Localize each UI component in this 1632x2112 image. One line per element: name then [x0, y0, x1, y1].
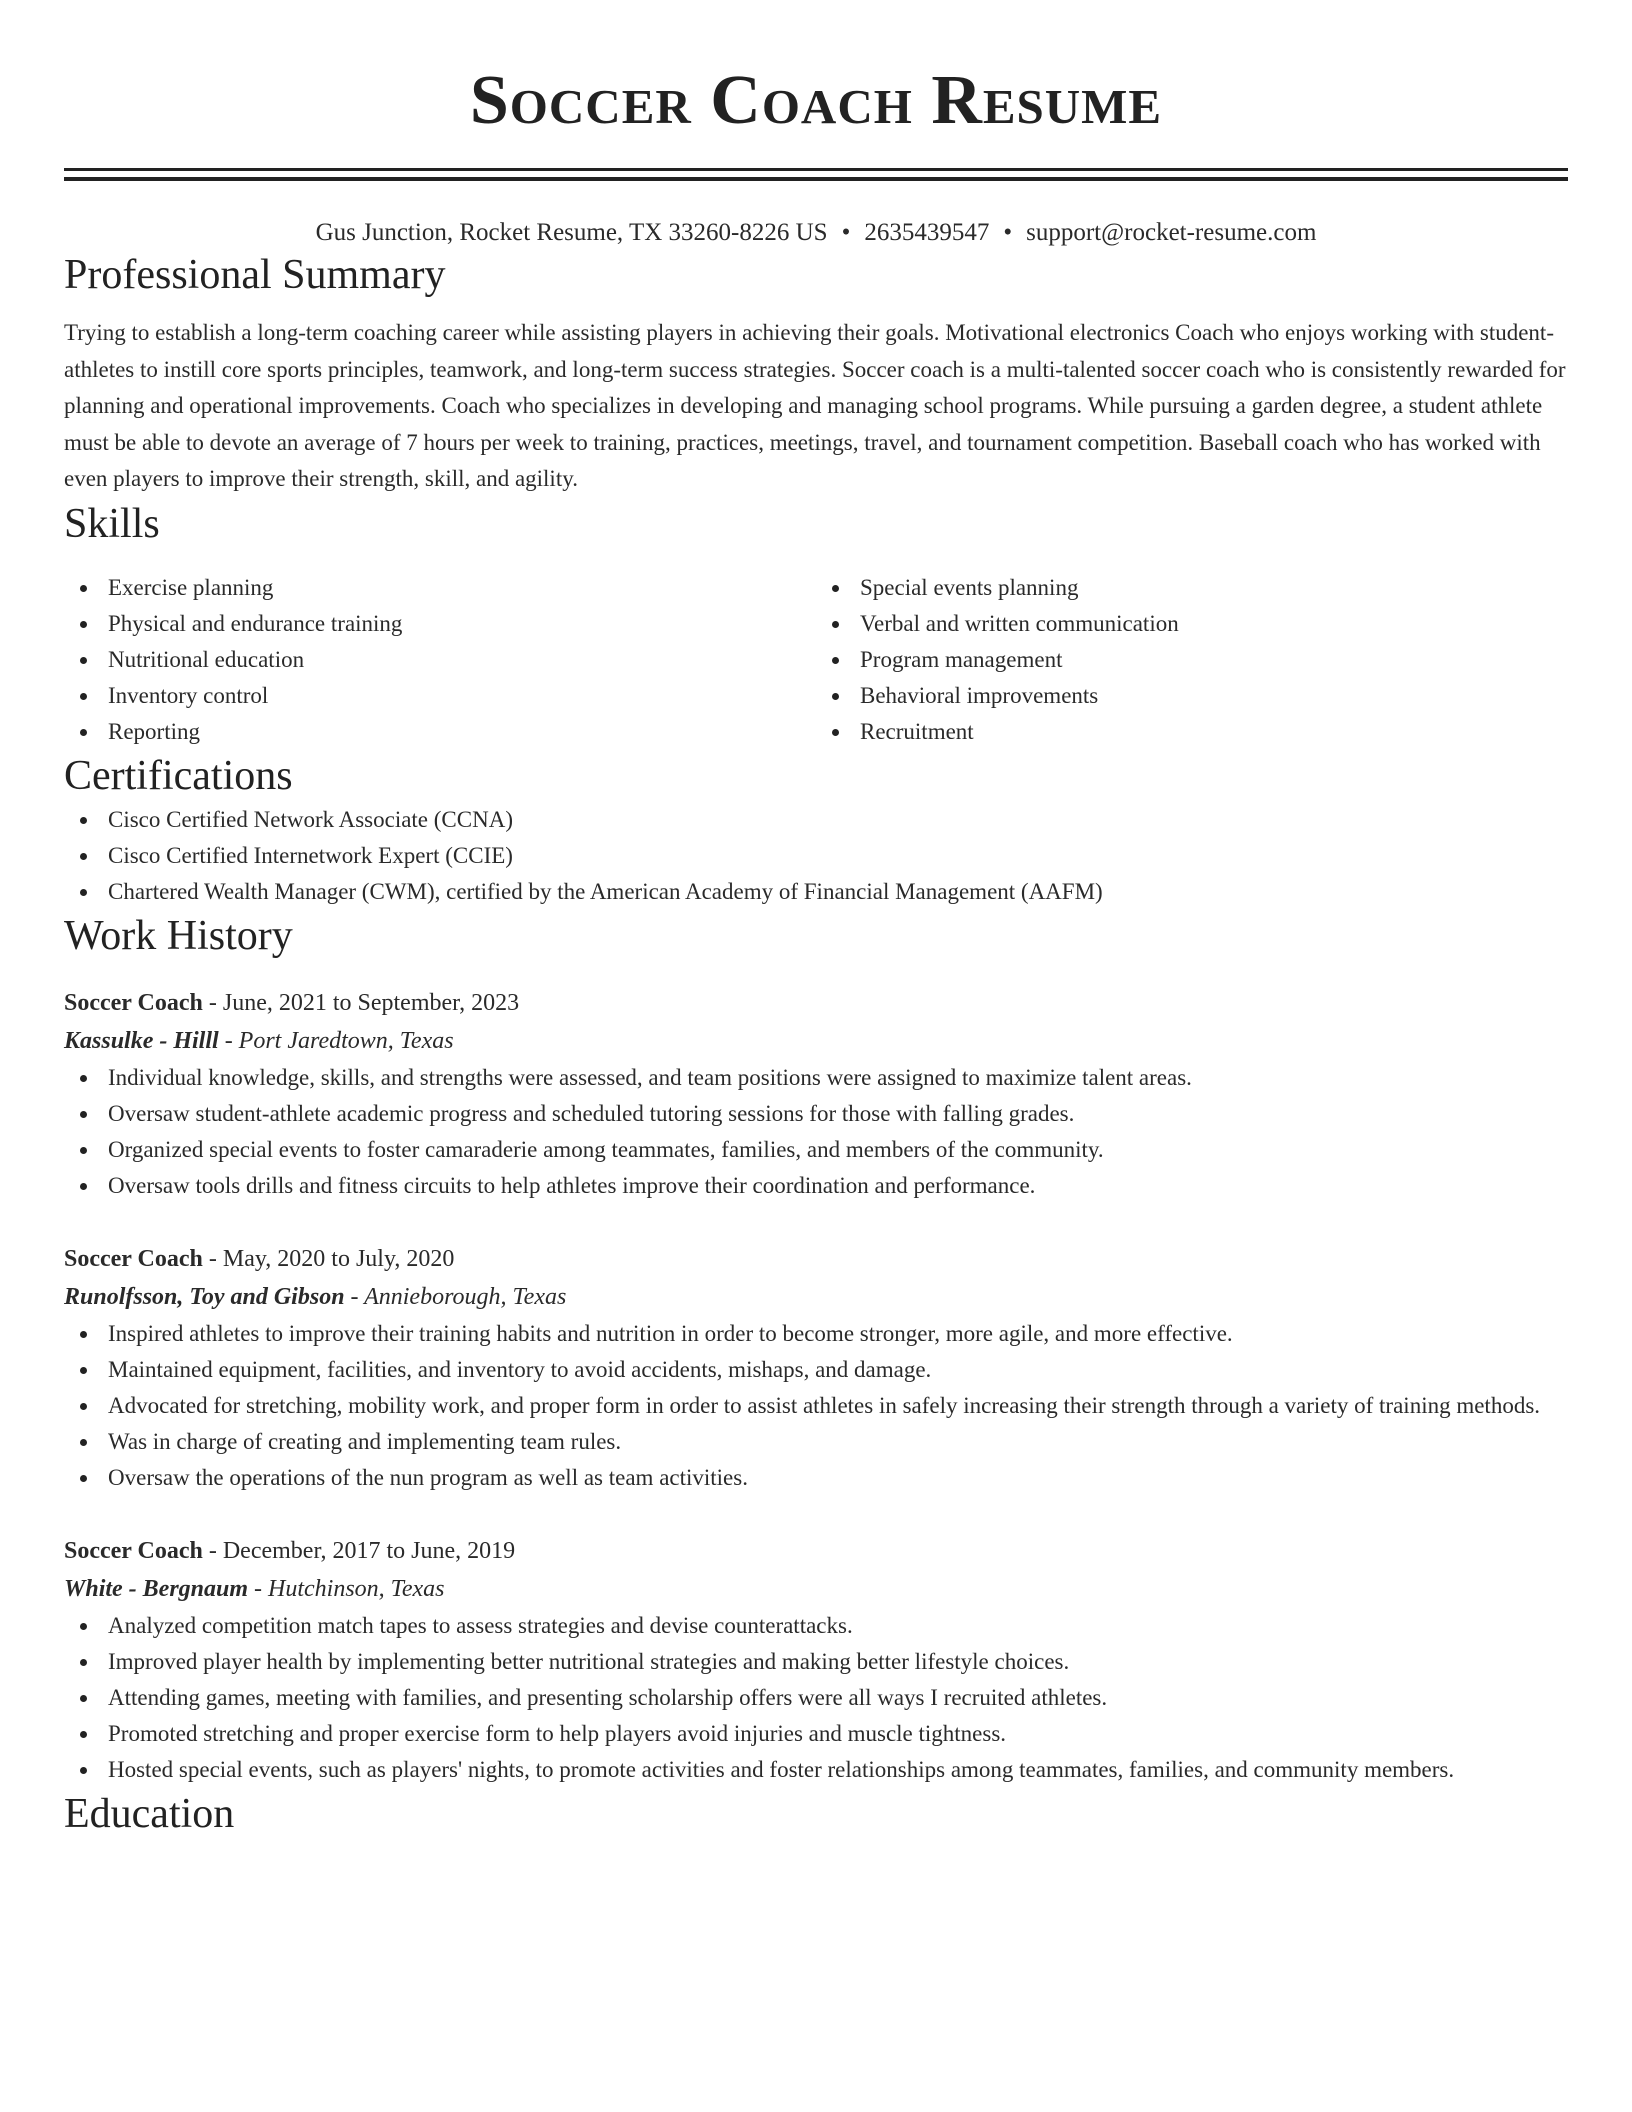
- certifications-list: [64, 802, 1568, 910]
- bullet-icon: [80, 1331, 87, 1338]
- bullet-icon: [80, 1439, 87, 1446]
- bullet-icon: [80, 1475, 87, 1482]
- responsibility-item: Oversaw the operations of the nun program as well as team activities.: [64, 1460, 1568, 1496]
- responsibility-item: Oversaw student-athlete academic progress and scheduled tutoring sessions for those with falling grades.: [64, 1096, 1568, 1132]
- job-title-line: [64, 1240, 1568, 1278]
- job-company: White - Bergnaum: [64, 1575, 249, 1602]
- summary-text: Trying to establish a long-term coaching career while assisting players in achieving their goals. Motivational electronics Coach who enjoys working with student-athletes to instill core sports principles, teamwork, and long-term success strategies. Soccer coach is a multi-talented soccer coach who is consistently rewarded for planning and operational improvements. Coach who specializes in developing and managing school programs. While pursuing a garden degree, a student athlete must be able to devote an average of 7 hours per week to training, practices, meetings, travel, and tournament competition. Baseball coach who has worked with even players to improve their strength, skill, and agility.: [64, 320, 1566, 491]
- bullet-icon: [832, 621, 839, 628]
- certification-item: Cisco Certified Network Associate (CCNA): [64, 802, 1568, 838]
- responsibility-item: Inspired athletes to improve their training habits and nutrition in order to become stronger, more agile, and more effective.: [64, 1316, 1568, 1352]
- bullet-icon: [80, 693, 87, 700]
- bullet-icon: [80, 1767, 87, 1774]
- job-dates: - May, 2020 to July, 2020: [202, 1245, 455, 1272]
- bullet-icon: [80, 1659, 87, 1666]
- skills-list-right: [816, 570, 1568, 750]
- bullet-icon: [832, 693, 839, 700]
- title-divider-bottom: [64, 177, 1568, 181]
- bullet-icon: [80, 1075, 87, 1082]
- bullet-icon: [80, 1183, 87, 1190]
- bullet-icon: [80, 1403, 87, 1410]
- bullet-icon: [80, 853, 87, 860]
- resume-title: Soccer Coach Resume: [469, 62, 1163, 139]
- job-entry: [64, 984, 1568, 1204]
- responsibility-item: Organized special events to foster camaraderie among teammates, families, and members of the community.: [64, 1132, 1568, 1168]
- work-history-heading: Work History: [64, 912, 293, 959]
- responsibility-item: Improved player health by implementing better nutritional strategies and making better lifestyle choices.: [64, 1644, 1568, 1680]
- contact-email[interactable]: support@rocket-resume.com: [1026, 219, 1317, 246]
- job-entry: [64, 1240, 1568, 1496]
- job-company: Runolfsson, Toy and Gibson: [64, 1283, 345, 1310]
- bullet-icon: [80, 1695, 87, 1702]
- skill-item: Recruitment: [816, 714, 1568, 750]
- bullet-icon: [80, 1147, 87, 1154]
- job-role: Soccer Coach: [64, 1245, 203, 1272]
- bullet-icon: [832, 729, 839, 736]
- job-title-line: [64, 984, 1568, 1022]
- job-company-line: [64, 1570, 1568, 1608]
- contact-separator: •: [1003, 219, 1013, 246]
- job-location: - Annieborough, Texas: [344, 1283, 567, 1310]
- skills-column-left: [64, 570, 816, 750]
- bullet-icon: [832, 585, 839, 592]
- job-dates: - June, 2021 to September, 2023: [202, 989, 520, 1016]
- skills-heading: Skills: [64, 500, 160, 547]
- contact-line: [64, 217, 1568, 249]
- skill-item: Special events planning: [816, 570, 1568, 606]
- responsibility-item: Oversaw tools drills and fitness circuits to help athletes improve their coordination and performance.: [64, 1168, 1568, 1204]
- summary-heading: Professional Summary: [64, 252, 446, 298]
- skills-columns: [64, 570, 1568, 750]
- bullet-icon: [80, 585, 87, 592]
- responsibility-item: Was in charge of creating and implementing team rules.: [64, 1424, 1568, 1460]
- job-responsibilities: [64, 1060, 1568, 1204]
- job-company-line: [64, 1278, 1568, 1316]
- skill-item: Reporting: [64, 714, 816, 750]
- certification-item: Cisco Certified Internetwork Expert (CCIE): [64, 838, 1568, 874]
- title-divider-top: [64, 168, 1568, 171]
- job-location: - Hutchinson, Texas: [248, 1575, 445, 1602]
- job-role: Soccer Coach: [64, 1537, 203, 1564]
- job-responsibilities: [64, 1316, 1568, 1496]
- bullet-icon: [80, 1623, 87, 1630]
- education-heading: Education: [64, 1790, 235, 1837]
- contact-address: Gus Junction, Rocket Resume, TX 33260-8226 US: [315, 219, 828, 246]
- skill-item: Behavioral improvements: [816, 678, 1568, 714]
- bullet-icon: [80, 1367, 87, 1374]
- bullet-icon: [832, 657, 839, 664]
- responsibility-item: Attending games, meeting with families, and presenting scholarship offers were all ways I recruited athletes.: [64, 1680, 1568, 1716]
- contact-separator: •: [841, 219, 851, 246]
- skill-item: Verbal and written communication: [816, 606, 1568, 642]
- certifications-heading: Certifications: [64, 752, 293, 799]
- job-responsibilities: [64, 1608, 1568, 1788]
- skills-column-right: [816, 570, 1568, 750]
- responsibility-item: Maintained equipment, facilities, and inventory to avoid accidents, mishaps, and damage.: [64, 1352, 1568, 1388]
- responsibility-item: Advocated for stretching, mobility work, and proper form in order to assist athletes in safely increasing their strength through a variety of training methods.: [64, 1388, 1568, 1424]
- job-location: - Port Jaredtown, Texas: [218, 1027, 454, 1054]
- job-company: Kassulke - Hilll: [64, 1027, 219, 1054]
- bullet-icon: [80, 729, 87, 736]
- job-title-line: [64, 1532, 1568, 1570]
- bullet-icon: [80, 1111, 87, 1118]
- responsibility-item: Hosted special events, such as players' nights, to promote activities and foster relationships among teammates, families, and community members.: [64, 1752, 1568, 1788]
- skill-item: Physical and endurance training: [64, 606, 816, 642]
- job-dates: - December, 2017 to June, 2019: [202, 1537, 516, 1564]
- bullet-icon: [80, 621, 87, 628]
- bullet-icon: [80, 889, 87, 896]
- job-company-line: [64, 1022, 1568, 1060]
- skill-item: Exercise planning: [64, 570, 816, 606]
- certification-item: Chartered Wealth Manager (CWM), certified by the American Academy of Financial Management (AAFM): [64, 874, 1568, 910]
- responsibility-item: Individual knowledge, skills, and strengths were assessed, and team positions were assigned to maximize talent areas.: [64, 1060, 1568, 1096]
- skill-item: Inventory control: [64, 678, 816, 714]
- responsibility-item: Analyzed competition match tapes to assess strategies and devise counterattacks.: [64, 1608, 1568, 1644]
- skill-item: Program management: [816, 642, 1568, 678]
- contact-phone: 2635439547: [864, 219, 990, 246]
- responsibility-item: Promoted stretching and proper exercise form to help players avoid injuries and muscle tightness.: [64, 1716, 1568, 1752]
- bullet-icon: [80, 1731, 87, 1738]
- job-role: Soccer Coach: [64, 989, 203, 1016]
- bullet-icon: [80, 657, 87, 664]
- skills-list-left: [64, 570, 816, 750]
- resume-page: [64, 0, 1568, 1840]
- bullet-icon: [80, 817, 87, 824]
- skill-item: Nutritional education: [64, 642, 816, 678]
- job-entry: [64, 1532, 1568, 1788]
